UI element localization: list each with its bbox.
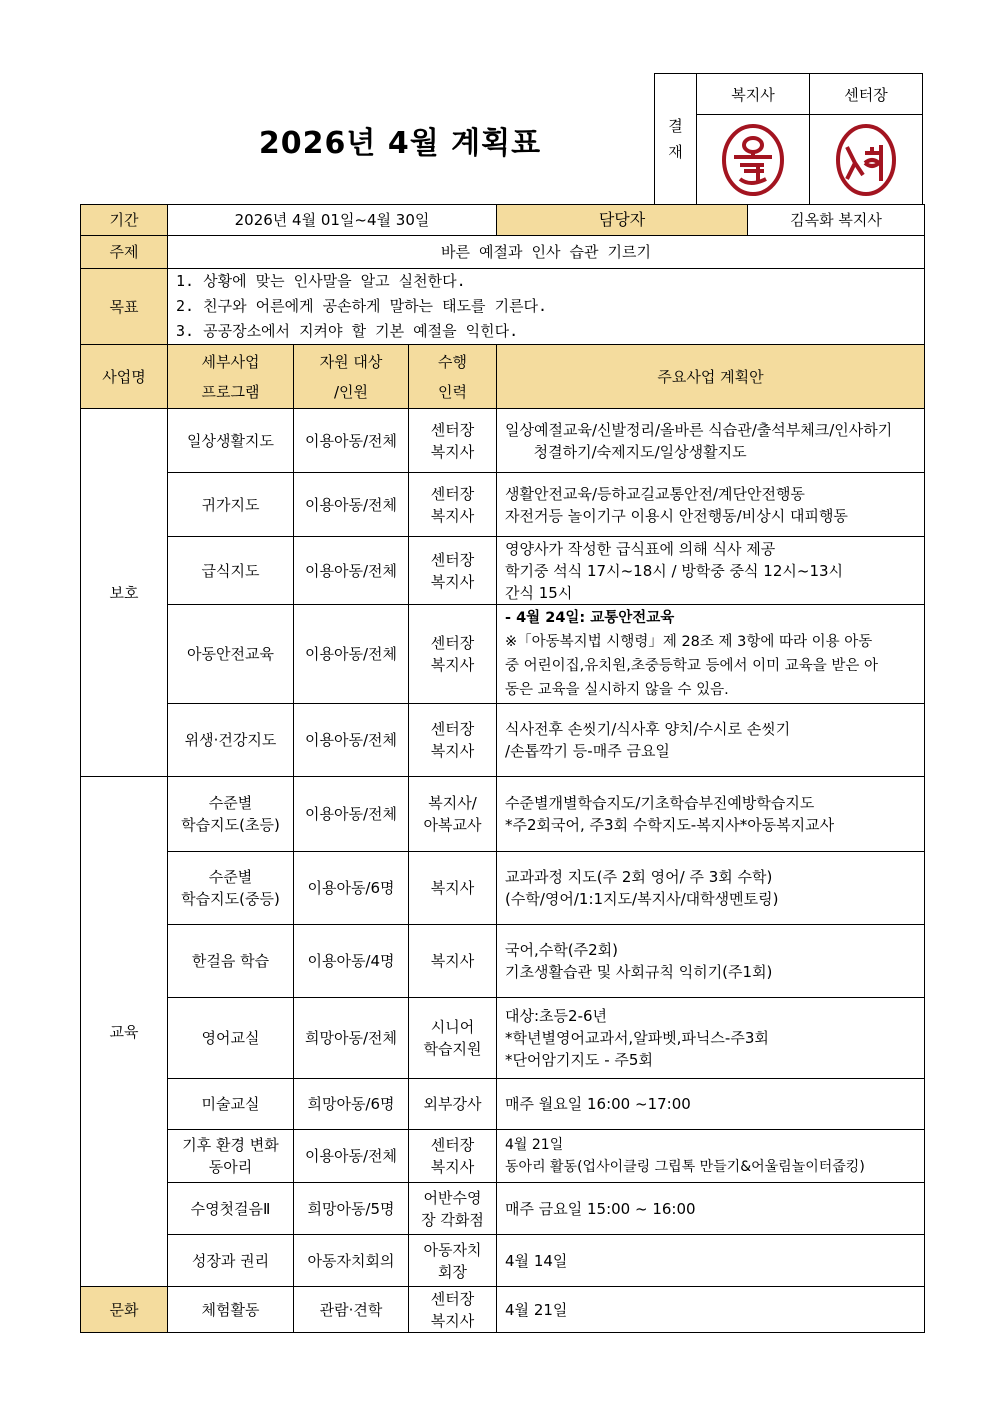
program-cell: 체험활동 — [168, 1287, 294, 1333]
plan-cell: 매주 금요일 15:00 ~ 16:00 — [497, 1183, 925, 1235]
table-row — [81, 998, 925, 1079]
program-cell: 수영첫걸음Ⅱ — [168, 1183, 294, 1235]
table-row — [81, 925, 925, 998]
period-label: 기간 — [81, 205, 168, 236]
plan-cell: 대상:초등2-6년 *학년별영어교과서,알파벳,파닉스-주3회 *단어암기지도 - 주5회 — [497, 998, 925, 1079]
plan-cell: 4월 21일 동아리 활동(업사이클링 그립톡 만들기&어울림놀이터줍킹) — [497, 1130, 925, 1183]
program-cell: 아동안전교육 — [168, 605, 294, 704]
approval-box — [654, 73, 923, 205]
staff-cell: 센터장 복지사 — [409, 409, 497, 473]
target-cell: 희망아동/전체 — [294, 998, 409, 1079]
program-cell: 영어교실 — [168, 998, 294, 1079]
target-cell: 희망아동/6명 — [294, 1079, 409, 1130]
plan-cell: 수준별개별학습지도/기초학습부진예방학습지도 *주2회국어, 주3회 수학지도-복지사*아동복지교사 — [497, 777, 925, 852]
target-cell: 이용아동/전체 — [294, 537, 409, 605]
table-row — [81, 1235, 925, 1287]
staff-cell: 센터장 복지사 — [409, 1287, 497, 1333]
col-target: 자원 대상 /인원 — [294, 345, 409, 409]
manager-label: 담당자 — [497, 205, 748, 235]
plan-cell: 4월 14일 — [497, 1235, 925, 1287]
plan-cell: 국어,수학(주2회) 기초생활습관 및 사회규칙 익히기(주1회) — [497, 925, 925, 998]
category-culture: 문화 — [81, 1287, 168, 1333]
table-row — [81, 704, 925, 777]
seal-stamp-icon — [833, 123, 899, 197]
goal-item: 2. 친구와 어른에게 공손하게 말하는 태도를 기른다. — [176, 297, 548, 315]
seal-stamp-icon — [720, 123, 786, 197]
table-row — [81, 409, 925, 473]
program-cell: 급식지도 — [168, 537, 294, 605]
plan-cell: 4월 21일 — [497, 1287, 925, 1333]
staff-cell: 센터장 복지사 — [409, 605, 497, 704]
page-title: 2026년 4월 계획표 — [258, 126, 542, 161]
program-cell: 한걸음 학습 — [168, 925, 294, 998]
welfare-stamp — [697, 115, 810, 205]
target-cell: 이용아동/전체 — [294, 409, 409, 473]
col-plan: 주요사업 계획안 — [497, 345, 925, 409]
plan-cell: 생활안전교육/등하교길교통안전/계단안전행동 자전거등 놀이기구 이용시 안전행동/비상시 대피행동 — [497, 473, 925, 537]
plan-cell: 영양사가 작성한 급식표에 의해 식사 제공 학기중 석식 17시~18시 / 방학중 중식 12시~13시 간식 15시 — [497, 537, 925, 605]
target-cell: 이용아동/전체 — [294, 704, 409, 777]
goal-label: 목표 — [81, 269, 168, 345]
staff-cell: 센터장 복지사 — [409, 704, 497, 777]
program-cell: 위생·건강지도 — [168, 704, 294, 777]
goal-item: 3. 공공장소에서 지켜야 할 기본 예절을 익힌다. — [176, 322, 519, 340]
target-cell: 희망아동/5명 — [294, 1183, 409, 1235]
table-row — [81, 1287, 925, 1333]
manager-value: 김옥화 복지사 — [790, 211, 882, 229]
staff-cell: 센터장 복지사 — [409, 473, 497, 537]
target-cell: 이용아동/4명 — [294, 925, 409, 998]
table-row — [81, 1079, 925, 1130]
target-cell: 이용아동/전체 — [294, 605, 409, 704]
target-cell: 관람·견학 — [294, 1287, 409, 1333]
program-cell: 미술교실 — [168, 1079, 294, 1130]
program-cell: 수준별 학습지도(중등) — [168, 852, 294, 925]
plan-cell: 매주 월요일 16:00 ~17:00 — [497, 1079, 925, 1130]
col-business: 사업명 — [81, 345, 168, 409]
program-cell: 귀가지도 — [168, 473, 294, 537]
table-row — [81, 605, 925, 704]
staff-cell: 아동자치 회장 — [409, 1235, 497, 1287]
target-cell: 이용아동/전체 — [294, 777, 409, 852]
target-cell: 아동자치회의 — [294, 1235, 409, 1287]
target-cell: 이용아동/전체 — [294, 473, 409, 537]
staff-cell: 복지사 — [409, 852, 497, 925]
staff-cell: 센터장 복지사 — [409, 537, 497, 605]
approval-role-director: 센터장 — [810, 74, 923, 115]
approval-label: 결 재 — [655, 74, 697, 205]
goal-list — [168, 269, 925, 345]
table-row — [81, 852, 925, 925]
plan-cell: - 4월 24일: 교통안전교육 ※「아동복지법 시행령」제 28조 제 3항에 따라 이용 아동 중 어린이집,유치원,초중등학교 등에서 이미 교육을 받은 아 동은 교육을 실시하지 않을 수 있음. — [497, 605, 925, 704]
category-edu: 교육 — [81, 777, 168, 1287]
staff-cell: 복지사 — [409, 925, 497, 998]
target-cell: 이용아동/6명 — [294, 852, 409, 925]
plan-cell: 식사전후 손씻기/식사후 양치/수시로 손씻기 /손톱깍기 등-매주 금요일 — [497, 704, 925, 777]
table-row — [81, 1130, 925, 1183]
table-row — [81, 537, 925, 605]
staff-cell: 어반수영 장 각화점 — [409, 1183, 497, 1235]
target-cell: 이용아동/전체 — [294, 1130, 409, 1183]
goal-item: 1. 상황에 맞는 인사말을 알고 실천한다. — [176, 272, 466, 290]
program-cell: 기후 환경 변화 동아리 — [168, 1130, 294, 1183]
program-cell: 일상생활지도 — [168, 409, 294, 473]
program-cell: 성장과 권리 — [168, 1235, 294, 1287]
staff-cell: 외부강사 — [409, 1079, 497, 1130]
staff-cell: 복지사/ 아복교사 — [409, 777, 497, 852]
program-cell: 수준별 학습지도(초등) — [168, 777, 294, 852]
approval-role-welfare: 복지사 — [697, 74, 810, 115]
theme-label: 주제 — [81, 236, 168, 269]
staff-cell: 시니어 학습지원 — [409, 998, 497, 1079]
category-protect: 보호 — [81, 409, 168, 777]
table-row — [81, 473, 925, 537]
plan-cell: 일상예절교육/신발정리/올바른 식습관/출석부체크/인사하기 청결하기/숙제지도/일상생활지도 — [497, 409, 925, 473]
theme-value: 바른 예절과 인사 습관 기르기 — [168, 236, 925, 269]
staff-cell: 센터장 복지사 — [409, 1130, 497, 1183]
plan-table — [80, 204, 925, 1333]
director-stamp — [810, 115, 923, 205]
col-program: 세부사업 프로그램 — [168, 345, 294, 409]
table-row — [81, 777, 925, 852]
table-row — [81, 1183, 925, 1235]
period-value: 2026년 4월 01일~4월 30일 — [168, 205, 497, 236]
plan-cell: 교과과정 지도(주 2회 영어/ 주 3회 수학) (수학/영어/1:1지도/복지사/대학생멘토링) — [497, 852, 925, 925]
col-staff: 수행 인력 — [409, 345, 497, 409]
